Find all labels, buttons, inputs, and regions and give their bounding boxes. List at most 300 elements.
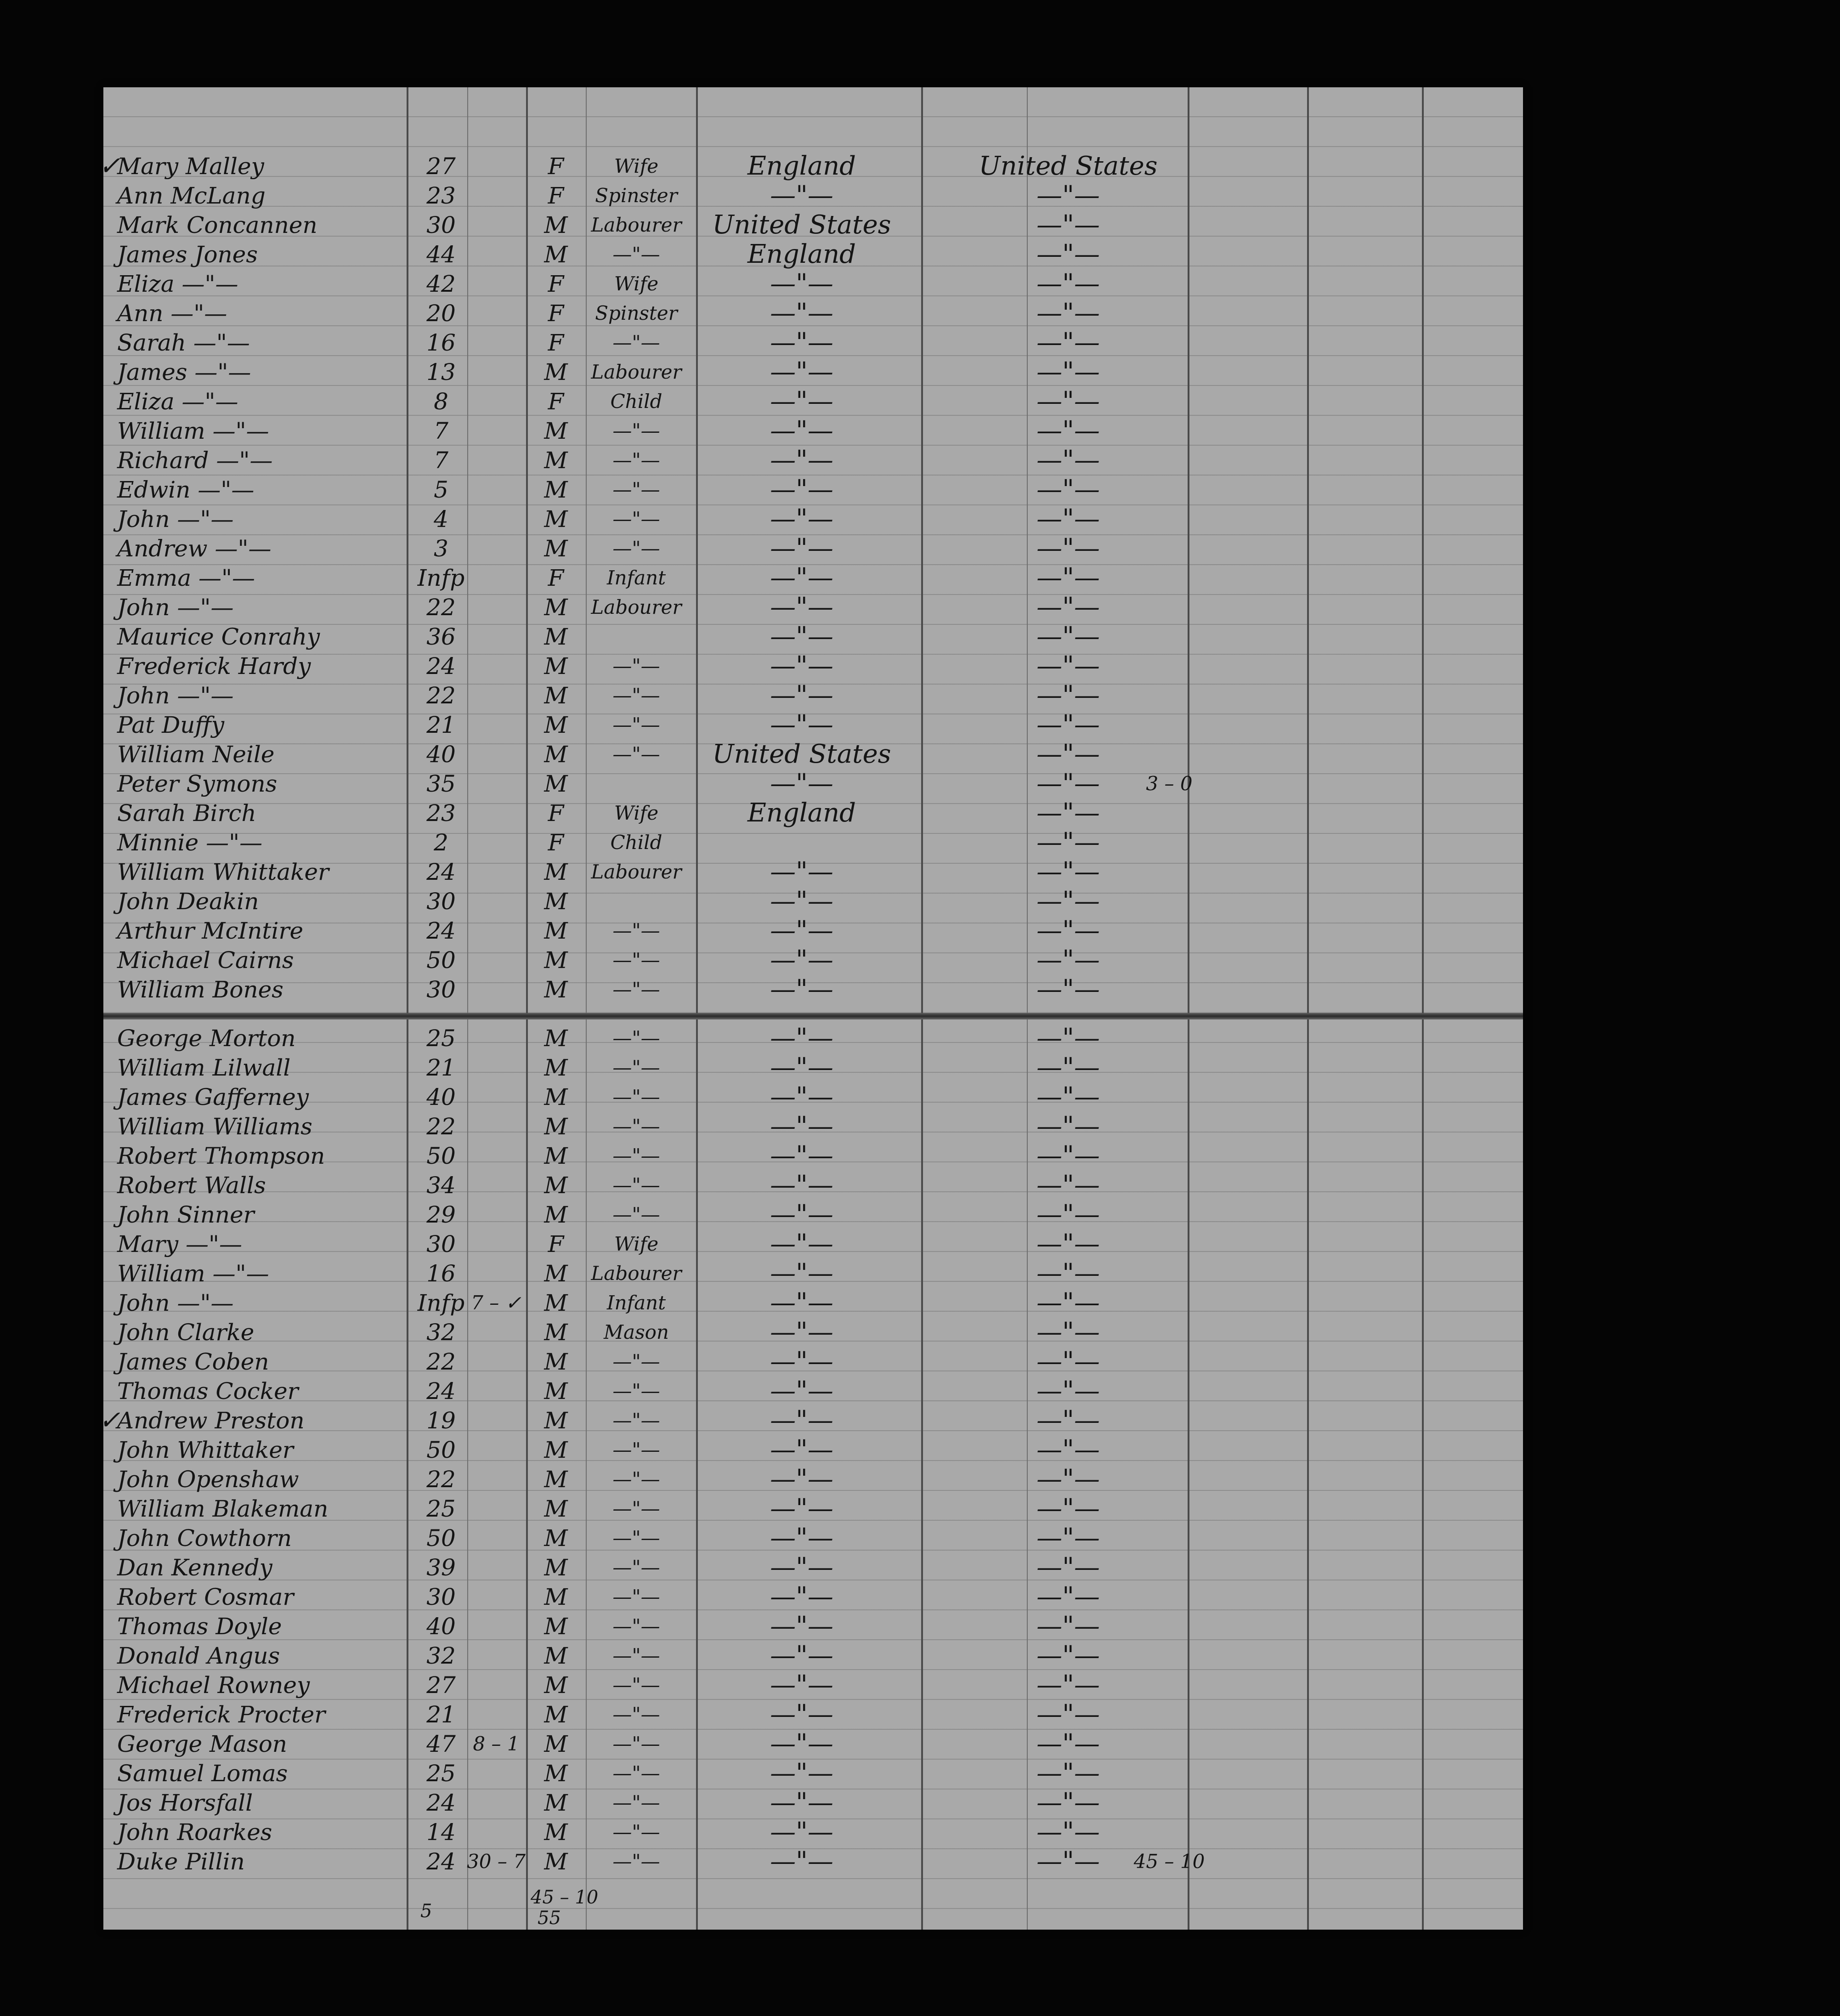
destination-country: —"—	[1036, 710, 1100, 740]
passenger-name: James Coben	[117, 1348, 269, 1375]
passenger-age: 14	[426, 1819, 456, 1846]
passenger-occupation: —"—	[612, 1144, 660, 1167]
destination-country: —"—	[1036, 386, 1100, 416]
destination-country: —"—	[1036, 181, 1100, 210]
passenger-sex: M	[544, 212, 568, 238]
country-of-origin: —"—	[770, 445, 833, 475]
passenger-sex: M	[544, 1407, 568, 1434]
destination-country: —"—	[1036, 1611, 1100, 1641]
passenger-age: Infp	[417, 565, 465, 591]
destination-country: —"—	[1036, 1582, 1100, 1612]
passenger-age: 22	[426, 1466, 456, 1493]
destination-country: —"—	[1036, 769, 1100, 798]
passenger-sex: M	[544, 1672, 568, 1699]
passenger-sex: F	[548, 829, 564, 856]
country-of-origin: —"—	[770, 916, 833, 946]
passenger-name: John Openshaw	[117, 1466, 299, 1493]
passenger-occupation: —"—	[612, 1350, 660, 1373]
margin-tally: 30 – 7	[467, 1850, 526, 1873]
country-of-origin: —"—	[770, 1376, 833, 1406]
passenger-age: 20	[426, 300, 456, 327]
passenger-age: 23	[426, 182, 456, 209]
passenger-name: Frederick Procter	[117, 1701, 326, 1728]
passenger-name: John Deakin	[117, 888, 259, 915]
passenger-occupation: —"—	[612, 1762, 660, 1784]
destination-country: —"—	[1036, 1846, 1100, 1876]
country-of-origin: —"—	[770, 1788, 833, 1818]
passenger-occupation: —"—	[612, 1468, 660, 1490]
passenger-name: John —"—	[117, 506, 234, 532]
passenger-age: 30	[426, 888, 456, 915]
passenger-sex: F	[548, 565, 564, 591]
destination-country: —"—	[1036, 1523, 1100, 1553]
passenger-name: Sarah —"—	[117, 329, 250, 356]
passenger-sex: M	[544, 1319, 568, 1346]
passenger-occupation: —"—	[612, 1380, 660, 1402]
passenger-age: 24	[426, 917, 456, 944]
country-of-origin: —"—	[770, 622, 833, 651]
country-of-origin: —"—	[770, 1435, 833, 1465]
passenger-sex: M	[544, 770, 568, 797]
destination-country: —"—	[1036, 622, 1100, 651]
destination-country: —"—	[1036, 1641, 1100, 1671]
passenger-occupation: Spinster	[595, 302, 678, 324]
country-of-origin: —"—	[770, 1347, 833, 1376]
passenger-sex: F	[548, 388, 564, 415]
passenger-name: Frederick Hardy	[117, 653, 311, 680]
country-of-origin: England	[747, 239, 856, 269]
passenger-name: William Bones	[117, 976, 283, 1003]
destination-country: —"—	[1036, 1729, 1100, 1759]
passenger-age: 7	[434, 447, 448, 474]
passenger-sex: M	[544, 741, 568, 768]
passenger-occupation: —"—	[612, 1586, 660, 1608]
country-of-origin: —"—	[770, 504, 833, 534]
passenger-age: 40	[426, 741, 456, 768]
destination-country: —"—	[1036, 857, 1100, 887]
passenger-name: Edwin —"—	[117, 476, 255, 503]
passenger-name: William Blakeman	[117, 1495, 328, 1522]
passenger-age: 50	[426, 947, 456, 974]
passenger-age: 13	[426, 359, 456, 385]
destination-country: —"—	[1036, 680, 1100, 710]
passenger-name: Pat Duffy	[117, 712, 225, 738]
passenger-occupation: Wife	[614, 272, 659, 295]
passenger-occupation: Wife	[614, 802, 659, 824]
passenger-name: William Whittaker	[117, 859, 329, 885]
passenger-name: James Gafferney	[117, 1084, 309, 1110]
passenger-age: 34	[426, 1172, 456, 1199]
passenger-occupation: Mason	[604, 1321, 669, 1343]
passenger-sex: M	[544, 1054, 568, 1081]
destination-country: —"—	[1036, 1435, 1100, 1465]
country-of-origin: —"—	[770, 1053, 833, 1082]
passenger-occupation: Labourer	[591, 596, 682, 618]
passenger-age: 23	[426, 800, 456, 827]
passenger-sex: M	[544, 1731, 568, 1757]
destination-country: —"—	[1036, 798, 1100, 828]
country-of-origin: —"—	[770, 1494, 833, 1523]
passenger-age: 44	[426, 241, 456, 268]
passenger-sex: F	[548, 1231, 564, 1257]
passenger-sex: M	[544, 1642, 568, 1669]
destination-country: —"—	[1036, 1023, 1100, 1053]
passenger-occupation: —"—	[612, 684, 660, 707]
country-of-origin: —"—	[770, 1699, 833, 1729]
passenger-name: Arthur McIntire	[117, 917, 304, 944]
passenger-sex: M	[544, 506, 568, 532]
destination-country: —"—	[1036, 1670, 1100, 1700]
country-of-origin: —"—	[770, 710, 833, 740]
destination-country: —"—	[1036, 1288, 1100, 1318]
country-of-origin: United States	[712, 210, 891, 240]
destination-country: —"—	[1036, 1699, 1100, 1729]
passenger-sex: M	[544, 535, 568, 562]
passenger-age: 7	[434, 418, 448, 444]
country-of-origin: —"—	[770, 416, 833, 446]
passenger-name: Maurice Conrahy	[117, 623, 320, 650]
passenger-age: 50	[426, 1525, 456, 1552]
destination-country: —"—	[1036, 1170, 1100, 1200]
destination-country: —"—	[1036, 1758, 1100, 1788]
destination-country: —"—	[1036, 1464, 1100, 1494]
passenger-name: John Sinner	[117, 1201, 255, 1228]
destination-country: —"—	[1036, 1817, 1100, 1847]
passenger-occupation: —"—	[612, 537, 660, 560]
passenger-name: John —"—	[117, 682, 234, 709]
country-of-origin: England	[747, 798, 856, 828]
passenger-occupation: —"—	[612, 1674, 660, 1696]
passenger-occupation: —"—	[612, 1821, 660, 1843]
passenger-occupation: —"—	[612, 714, 660, 736]
passenger-sex: M	[544, 1084, 568, 1110]
destination-country: —"—	[1036, 1347, 1100, 1376]
country-of-origin: —"—	[770, 1758, 833, 1788]
passenger-age: 50	[426, 1143, 456, 1169]
country-of-origin: —"—	[770, 769, 833, 798]
destination-country: —"—	[1036, 974, 1100, 1004]
destination-country: —"—	[1036, 269, 1100, 299]
passenger-age: 19	[426, 1407, 456, 1434]
country-of-origin: —"—	[770, 1552, 833, 1582]
passenger-sex: M	[544, 594, 568, 621]
passenger-occupation: —"—	[612, 1174, 660, 1196]
passenger-sex: M	[544, 947, 568, 974]
passenger-occupation: —"—	[612, 949, 660, 971]
passenger-name: William Lilwall	[117, 1054, 291, 1081]
passenger-name: Robert Cosmar	[117, 1584, 294, 1610]
passenger-occupation: Wife	[614, 155, 659, 177]
passenger-name: Dan Kennedy	[117, 1554, 272, 1581]
passenger-age: Infp	[417, 1290, 465, 1316]
passenger-occupation: Child	[610, 831, 662, 854]
remarks-tally: 3 – 0	[1146, 772, 1193, 795]
passenger-sex: F	[548, 182, 564, 209]
destination-country: —"—	[1036, 504, 1100, 534]
passenger-sex: M	[544, 1437, 568, 1463]
passenger-age: 36	[426, 623, 456, 650]
destination-country: —"—	[1036, 945, 1100, 975]
country-of-origin: —"—	[770, 357, 833, 387]
passenger-name: Thomas Doyle	[117, 1613, 282, 1640]
passenger-occupation: —"—	[612, 1438, 660, 1461]
passenger-occupation: —"—	[612, 1615, 660, 1637]
passenger-occupation: —"—	[612, 1733, 660, 1755]
passenger-age: 22	[426, 682, 456, 709]
passenger-occupation: —"—	[612, 1703, 660, 1726]
destination-country: —"—	[1036, 475, 1100, 504]
passenger-sex: M	[544, 1495, 568, 1522]
passenger-name: Michael Rowney	[117, 1672, 310, 1699]
passenger-sex: M	[544, 359, 568, 385]
passenger-age: 3	[434, 535, 448, 562]
country-of-origin: —"—	[770, 1023, 833, 1053]
passenger-age: 8	[434, 388, 448, 415]
passenger-sex: M	[544, 712, 568, 738]
country-of-origin: —"—	[770, 1729, 833, 1759]
passenger-age: 22	[426, 1348, 456, 1375]
passenger-occupation: —"—	[612, 1056, 660, 1079]
passenger-sex: F	[548, 300, 564, 327]
row-check-mark: ✓	[99, 1405, 120, 1435]
passenger-age: 27	[426, 1672, 456, 1699]
country-of-origin: —"—	[770, 974, 833, 1004]
country-of-origin: —"—	[770, 1111, 833, 1141]
passenger-name: Sarah Birch	[117, 800, 256, 827]
passenger-occupation: Wife	[614, 1233, 659, 1255]
passenger-name: Andrew —"—	[117, 535, 272, 562]
passenger-age: 47	[426, 1731, 456, 1757]
passenger-name: Ann —"—	[117, 300, 227, 327]
country-of-origin: —"—	[770, 1317, 833, 1347]
passenger-name: George Mason	[117, 1731, 287, 1757]
country-of-origin: —"—	[770, 563, 833, 593]
destination-country: —"—	[1036, 298, 1100, 328]
destination-country: —"—	[1036, 416, 1100, 446]
column-rule	[526, 87, 528, 1930]
passenger-name: Mark Concannen	[117, 212, 317, 238]
passenger-age: 42	[426, 271, 456, 297]
passenger-age: 30	[426, 976, 456, 1003]
country-of-origin: —"—	[770, 886, 833, 916]
destination-country: —"—	[1036, 239, 1100, 269]
passenger-age: 16	[426, 1260, 456, 1287]
passenger-sex: M	[544, 1848, 568, 1875]
column-rule	[467, 87, 468, 1930]
passenger-name: John Clarke	[117, 1319, 255, 1346]
passenger-occupation: Labourer	[591, 861, 682, 883]
country-of-origin: —"—	[770, 1523, 833, 1553]
passenger-age: 30	[426, 1584, 456, 1610]
age-column-total: 5	[420, 1901, 432, 1922]
passenger-sex: M	[544, 623, 568, 650]
passenger-age: 27	[426, 153, 456, 180]
destination-country: —"—	[1036, 1141, 1100, 1171]
country-of-origin: —"—	[770, 533, 833, 563]
passenger-age: 22	[426, 1113, 456, 1140]
passenger-sex: F	[548, 800, 564, 827]
passenger-name: Duke Pillin	[117, 1848, 245, 1875]
country-of-origin: —"—	[770, 1170, 833, 1200]
passenger-age: 32	[426, 1642, 456, 1669]
country-of-origin: —"—	[770, 1141, 833, 1171]
country-of-origin: —"—	[770, 328, 833, 357]
destination-country: —"—	[1036, 651, 1100, 681]
passenger-age: 50	[426, 1437, 456, 1463]
passenger-age: 4	[434, 506, 448, 532]
destination-country: —"—	[1036, 1229, 1100, 1259]
destination-country: —"—	[1036, 357, 1100, 387]
column-rule	[921, 87, 923, 1930]
passenger-age: 24	[426, 1789, 456, 1816]
passenger-age: 24	[426, 859, 456, 885]
passenger-name: James —"—	[117, 359, 251, 385]
country-of-origin: —"—	[770, 298, 833, 328]
passenger-age: 40	[426, 1084, 456, 1110]
passenger-name: Emma —"—	[117, 565, 255, 591]
passenger-age: 5	[434, 476, 448, 503]
passenger-sex: M	[544, 241, 568, 268]
passenger-name: Robert Thompson	[117, 1143, 325, 1169]
destination-country: —"—	[1036, 1552, 1100, 1582]
passenger-occupation: Labourer	[591, 214, 682, 236]
passenger-occupation: —"—	[612, 1203, 660, 1226]
passenger-sex: M	[544, 1613, 568, 1640]
passenger-sex: M	[544, 1348, 568, 1375]
passenger-age: 40	[426, 1613, 456, 1640]
passenger-sex: M	[544, 1143, 568, 1169]
passenger-occupation: —"—	[612, 743, 660, 765]
passenger-name: William Neile	[117, 741, 275, 768]
country-of-origin: England	[747, 151, 856, 181]
destination-country: —"—	[1036, 1376, 1100, 1406]
passenger-occupation: —"—	[612, 1527, 660, 1549]
destination-country: —"—	[1036, 739, 1100, 769]
destination-country: —"—	[1036, 1082, 1100, 1112]
passenger-name: Michael Cairns	[117, 947, 294, 974]
country-of-origin: —"—	[770, 1464, 833, 1494]
passenger-name: Minnie —"—	[117, 829, 263, 856]
passenger-occupation: —"—	[612, 243, 660, 266]
passenger-sex: M	[544, 1378, 568, 1404]
passenger-age: 25	[426, 1495, 456, 1522]
passenger-age: 24	[426, 653, 456, 680]
passenger-occupation: —"—	[612, 1115, 660, 1138]
passenger-occupation: —"—	[612, 978, 660, 1001]
passenger-sex: M	[544, 976, 568, 1003]
passenger-name: Jos Horsfall	[117, 1789, 253, 1816]
passenger-sex: M	[544, 1554, 568, 1581]
passenger-occupation: Labourer	[591, 1262, 682, 1285]
passenger-sex: F	[548, 329, 564, 356]
passenger-occupation: Child	[610, 390, 662, 413]
destination-country: —"—	[1036, 1053, 1100, 1082]
passenger-name: James Jones	[117, 241, 258, 268]
column-rule	[407, 87, 408, 1930]
country-of-origin: —"—	[770, 1641, 833, 1671]
country-of-origin: —"—	[770, 1229, 833, 1259]
passenger-sex: M	[544, 1290, 568, 1316]
passenger-name: Peter Symons	[117, 770, 277, 797]
passenger-age: 24	[426, 1378, 456, 1404]
passenger-sex: M	[544, 1525, 568, 1552]
country-of-origin: —"—	[770, 1082, 833, 1112]
passenger-age: 39	[426, 1554, 456, 1581]
passenger-occupation: —"—	[612, 1409, 660, 1432]
destination-country: —"—	[1036, 445, 1100, 475]
passenger-sex: M	[544, 1789, 568, 1816]
passenger-name: John Whittaker	[117, 1437, 294, 1463]
passenger-occupation: —"—	[612, 1497, 660, 1520]
passenger-sex: M	[544, 1201, 568, 1228]
destination-country: —"—	[1036, 563, 1100, 593]
passenger-age: 21	[426, 1054, 456, 1081]
passenger-age: 21	[426, 1701, 456, 1728]
passenger-age: 25	[426, 1025, 456, 1052]
passenger-name: Donald Angus	[117, 1642, 280, 1669]
passenger-age: 24	[426, 1848, 456, 1875]
passenger-age: 25	[426, 1760, 456, 1787]
passenger-occupation: —"—	[612, 508, 660, 530]
country-of-origin: —"—	[770, 269, 833, 299]
ledger-page	[99, 87, 1523, 1930]
passenger-sex: M	[544, 653, 568, 680]
sex-column-grand-total: 55	[538, 1908, 561, 1929]
country-of-origin: —"—	[770, 1582, 833, 1612]
passenger-sex: M	[544, 447, 568, 474]
country-of-origin: —"—	[770, 475, 833, 504]
passenger-occupation: —"—	[612, 1644, 660, 1667]
destination-country: —"—	[1036, 328, 1100, 357]
passenger-sex: M	[544, 888, 568, 915]
passenger-sex: M	[544, 476, 568, 503]
destination-country: —"—	[1036, 533, 1100, 563]
passenger-name: William —"—	[117, 1260, 269, 1287]
passenger-occupation: —"—	[612, 478, 660, 501]
passenger-occupation: Labourer	[591, 361, 682, 383]
passenger-name: Eliza —"—	[117, 388, 238, 415]
column-rule	[1422, 87, 1424, 1930]
passenger-occupation: Spinster	[595, 184, 678, 207]
country-of-origin: —"—	[770, 1200, 833, 1229]
passenger-occupation: —"—	[612, 655, 660, 677]
passenger-occupation: Infant	[606, 1291, 666, 1314]
destination-country: —"—	[1036, 1200, 1100, 1229]
remarks-tally: 45 – 10	[1133, 1850, 1205, 1873]
column-rule	[1307, 87, 1309, 1930]
passenger-name: William Williams	[117, 1113, 312, 1140]
passenger-name: Richard —"—	[117, 447, 273, 474]
passenger-name: Samuel Lomas	[117, 1760, 288, 1787]
country-of-origin: —"—	[770, 1670, 833, 1700]
margin-tally: 8 – 1	[473, 1733, 520, 1755]
passenger-occupation: —"—	[612, 919, 660, 942]
passenger-occupation: —"—	[612, 1850, 660, 1873]
passenger-name: George Morton	[117, 1025, 296, 1052]
passenger-sex: M	[544, 1466, 568, 1493]
destination-country: —"—	[1036, 827, 1100, 857]
passenger-name: Robert Walls	[117, 1172, 266, 1199]
passenger-name: John —"—	[117, 594, 234, 621]
passenger-occupation: Infant	[606, 566, 666, 589]
country-of-origin: United States	[712, 739, 891, 769]
passenger-age: 30	[426, 1231, 456, 1257]
destination-country: —"—	[1036, 1317, 1100, 1347]
passenger-age: 35	[426, 770, 456, 797]
passenger-name: John —"—	[117, 1290, 234, 1316]
passenger-age: 21	[426, 712, 456, 738]
passenger-name: Ann McLang	[117, 182, 266, 209]
